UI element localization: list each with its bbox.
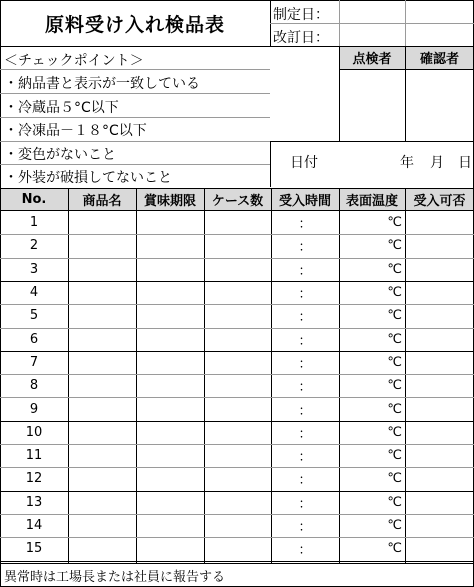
grid-line <box>339 23 340 46</box>
case-count-cell[interactable] <box>204 234 271 257</box>
product-name-cell[interactable] <box>68 351 136 374</box>
surface-temp-cell[interactable]: ℃ <box>387 308 402 324</box>
row-number: 14 <box>25 518 43 534</box>
checkpoint-item: ・冷凍品－１８°C以下 <box>4 123 147 139</box>
grid-line <box>270 23 474 24</box>
grid-line <box>0 304 474 305</box>
acceptance-cell[interactable] <box>405 537 474 560</box>
case-count-cell[interactable] <box>204 444 271 467</box>
acceptance-cell[interactable] <box>405 514 474 537</box>
expiry-date-cell[interactable] <box>136 281 204 304</box>
case-count-cell[interactable] <box>204 467 271 490</box>
acceptance-cell[interactable] <box>405 211 474 234</box>
grid-line <box>0 164 270 165</box>
surface-temp-cell[interactable]: ℃ <box>387 285 402 301</box>
grid-line <box>0 188 474 189</box>
case-count-cell[interactable] <box>204 211 271 234</box>
row-number: 5 <box>29 308 39 324</box>
acceptance-cell[interactable] <box>405 397 474 420</box>
receive-time-cell[interactable]: ： <box>298 240 312 256</box>
surface-temp-cell[interactable]: ℃ <box>387 331 402 347</box>
grid-line <box>0 0 474 1</box>
case-count-cell[interactable] <box>204 397 271 420</box>
grid-line <box>0 351 474 352</box>
grid-line <box>405 0 406 46</box>
product-name-cell[interactable] <box>68 397 136 420</box>
row-number: 10 <box>25 424 43 440</box>
expiry-date-cell[interactable] <box>136 351 204 374</box>
product-name-cell[interactable] <box>68 234 136 257</box>
expiry-date-cell[interactable] <box>136 514 204 537</box>
grid-line <box>0 467 474 468</box>
grid-line <box>405 188 406 563</box>
date-day-unit: 日 <box>458 155 472 171</box>
acceptance-cell[interactable] <box>405 374 474 397</box>
expiry-date-cell[interactable] <box>136 397 204 420</box>
product-name-cell[interactable] <box>68 374 136 397</box>
product-name-cell[interactable] <box>68 211 136 234</box>
expiry-date-cell[interactable] <box>136 258 204 281</box>
grid-line <box>0 421 474 422</box>
acceptance-cell[interactable] <box>405 328 474 351</box>
case-count-cell[interactable] <box>204 328 271 351</box>
grid-line <box>339 0 340 23</box>
receive-time-cell[interactable]: ： <box>298 426 312 442</box>
receive-time-cell[interactable]: ： <box>298 403 312 419</box>
receive-time-cell[interactable]: ： <box>298 333 312 349</box>
column-header-cases: ケース数 <box>204 189 271 210</box>
column-header-surface-temp: 表面温度 <box>339 189 405 210</box>
row-number: 15 <box>25 541 43 557</box>
row-number: 12 <box>25 471 43 487</box>
acceptance-cell[interactable] <box>405 234 474 257</box>
product-name-cell[interactable] <box>68 281 136 304</box>
grid-line <box>0 281 474 282</box>
grid-line <box>339 69 474 70</box>
grid-line <box>0 69 270 70</box>
surface-temp-cell[interactable]: ℃ <box>387 378 402 394</box>
case-count-cell[interactable] <box>204 281 271 304</box>
product-name-cell[interactable] <box>68 514 136 537</box>
expiry-date-cell[interactable] <box>136 444 204 467</box>
grid-line <box>0 0 1 587</box>
column-header-acceptance: 受入可否 <box>405 189 474 210</box>
confirmer-label: 確認者 <box>405 46 474 69</box>
receive-time-cell[interactable]: ： <box>298 543 312 559</box>
product-name-cell[interactable] <box>68 304 136 327</box>
receive-time-cell[interactable]: ： <box>298 263 312 279</box>
acceptance-cell[interactable] <box>405 467 474 490</box>
grid-line <box>0 444 474 445</box>
column-header-expiry: 賞味期限 <box>136 189 204 210</box>
checkpoint-item: ・変色がないこと <box>4 147 116 163</box>
receive-time-cell[interactable]: ： <box>298 473 312 489</box>
receive-time-cell[interactable]: ： <box>298 496 312 512</box>
created-date-label: 制定日： <box>273 7 329 23</box>
row-number: 8 <box>29 378 39 394</box>
expiry-date-cell[interactable] <box>136 421 204 444</box>
grid-line <box>0 397 474 398</box>
grid-line <box>0 328 474 329</box>
receive-time-cell[interactable]: ： <box>298 380 312 396</box>
row-number: 4 <box>29 285 39 301</box>
surface-temp-cell[interactable]: ℃ <box>387 448 402 464</box>
grid-line <box>204 188 205 563</box>
date-month-unit: 月 <box>430 155 444 171</box>
inspector-signature-box[interactable] <box>339 69 405 141</box>
acceptance-cell[interactable] <box>405 351 474 374</box>
column-header-receive-time: 受入時間 <box>271 189 339 210</box>
grid-line <box>0 141 270 142</box>
row-number: 7 <box>29 354 39 370</box>
product-name-cell[interactable] <box>68 258 136 281</box>
surface-temp-cell[interactable]: ℃ <box>387 238 402 254</box>
revised-date-label: 改訂日： <box>273 30 329 46</box>
expiry-date-cell[interactable] <box>136 328 204 351</box>
expiry-date-cell[interactable] <box>136 491 204 514</box>
grid-line <box>270 141 271 187</box>
expiry-date-cell[interactable] <box>136 467 204 490</box>
surface-temp-cell[interactable]: ℃ <box>387 261 402 277</box>
grid-line <box>0 563 474 564</box>
column-header-product: 商品名 <box>68 189 136 210</box>
grid-line <box>270 141 474 142</box>
case-count-cell[interactable] <box>204 374 271 397</box>
acceptance-cell[interactable] <box>405 304 474 327</box>
date-year-unit: 年 <box>400 155 414 171</box>
document-title: 原料受け入れ検品表 <box>44 13 225 36</box>
row-number: 6 <box>29 331 39 347</box>
confirmer-signature-box[interactable] <box>405 69 474 141</box>
case-count-cell[interactable] <box>204 491 271 514</box>
expiry-date-cell[interactable] <box>136 211 204 234</box>
checkpoint-item: ・外装が破損してないこと <box>4 170 172 186</box>
grid-line <box>0 537 474 538</box>
checkpoint-item: ・冷蔵品５°C以下 <box>4 100 119 116</box>
row-number: 3 <box>29 261 39 277</box>
product-name-cell[interactable] <box>68 491 136 514</box>
grid-line <box>0 234 474 235</box>
grid-line <box>0 46 474 47</box>
surface-temp-cell[interactable]: ℃ <box>387 471 402 487</box>
receive-time-cell[interactable]: ： <box>298 520 312 536</box>
acceptance-cell[interactable] <box>405 421 474 444</box>
checkpoint-item: ・納品書と表示が一致している <box>4 76 200 92</box>
receive-time-cell[interactable]: ： <box>298 450 312 466</box>
product-name-cell[interactable] <box>68 444 136 467</box>
receive-time-cell[interactable]: ： <box>298 310 312 326</box>
grid-line <box>0 210 474 211</box>
expiry-date-cell[interactable] <box>136 537 204 560</box>
surface-temp-cell[interactable]: ℃ <box>387 541 402 557</box>
case-count-cell[interactable] <box>204 304 271 327</box>
expiry-date-cell[interactable] <box>136 234 204 257</box>
grid-line <box>0 514 474 515</box>
case-count-cell[interactable] <box>204 258 271 281</box>
grid-line <box>0 561 474 562</box>
grid-line <box>339 188 340 563</box>
case-count-cell[interactable] <box>204 421 271 444</box>
row-number: 1 <box>29 215 39 231</box>
acceptance-cell[interactable] <box>405 444 474 467</box>
inspector-label: 点検者 <box>339 46 405 69</box>
surface-temp-cell[interactable]: ℃ <box>387 494 402 510</box>
row-number: 13 <box>25 494 43 510</box>
receive-time-cell[interactable]: ： <box>298 217 312 233</box>
product-name-cell[interactable] <box>68 328 136 351</box>
grid-line <box>339 46 340 141</box>
row-number: 2 <box>29 238 39 254</box>
surface-temp-cell[interactable]: ℃ <box>387 518 402 534</box>
surface-temp-cell[interactable]: ℃ <box>387 424 402 440</box>
case-count-cell[interactable] <box>204 351 271 374</box>
row-number: 9 <box>29 401 39 417</box>
surface-temp-cell[interactable]: ℃ <box>387 215 402 231</box>
row-number: 11 <box>25 448 43 464</box>
case-count-cell[interactable] <box>204 514 271 537</box>
grid-line <box>0 117 270 118</box>
receive-time-cell[interactable]: ： <box>298 356 312 372</box>
date-label: 日付 <box>290 155 318 171</box>
case-count-cell[interactable] <box>204 537 271 560</box>
grid-line <box>0 374 474 375</box>
column-header-no: No. <box>0 189 68 210</box>
grid-line <box>68 188 69 563</box>
checkpoints-header: ＜チェックポイント＞ <box>4 53 144 69</box>
acceptance-cell[interactable] <box>405 491 474 514</box>
grid-line <box>271 188 272 563</box>
grid-line <box>0 93 270 94</box>
product-name-cell[interactable] <box>68 537 136 560</box>
expiry-date-cell[interactable] <box>136 304 204 327</box>
grid-line <box>0 258 474 259</box>
acceptance-cell[interactable] <box>405 258 474 281</box>
surface-temp-cell[interactable]: ℃ <box>387 354 402 370</box>
product-name-cell[interactable] <box>68 421 136 444</box>
footer-note: 異常時は工場長または社員に報告する <box>4 570 226 585</box>
grid-line <box>136 188 137 563</box>
product-name-cell[interactable] <box>68 467 136 490</box>
expiry-date-cell[interactable] <box>136 374 204 397</box>
grid-line <box>405 46 406 141</box>
receive-time-cell[interactable]: ： <box>298 287 312 303</box>
grid-line <box>0 491 474 492</box>
surface-temp-cell[interactable]: ℃ <box>387 401 402 417</box>
acceptance-cell[interactable] <box>405 281 474 304</box>
